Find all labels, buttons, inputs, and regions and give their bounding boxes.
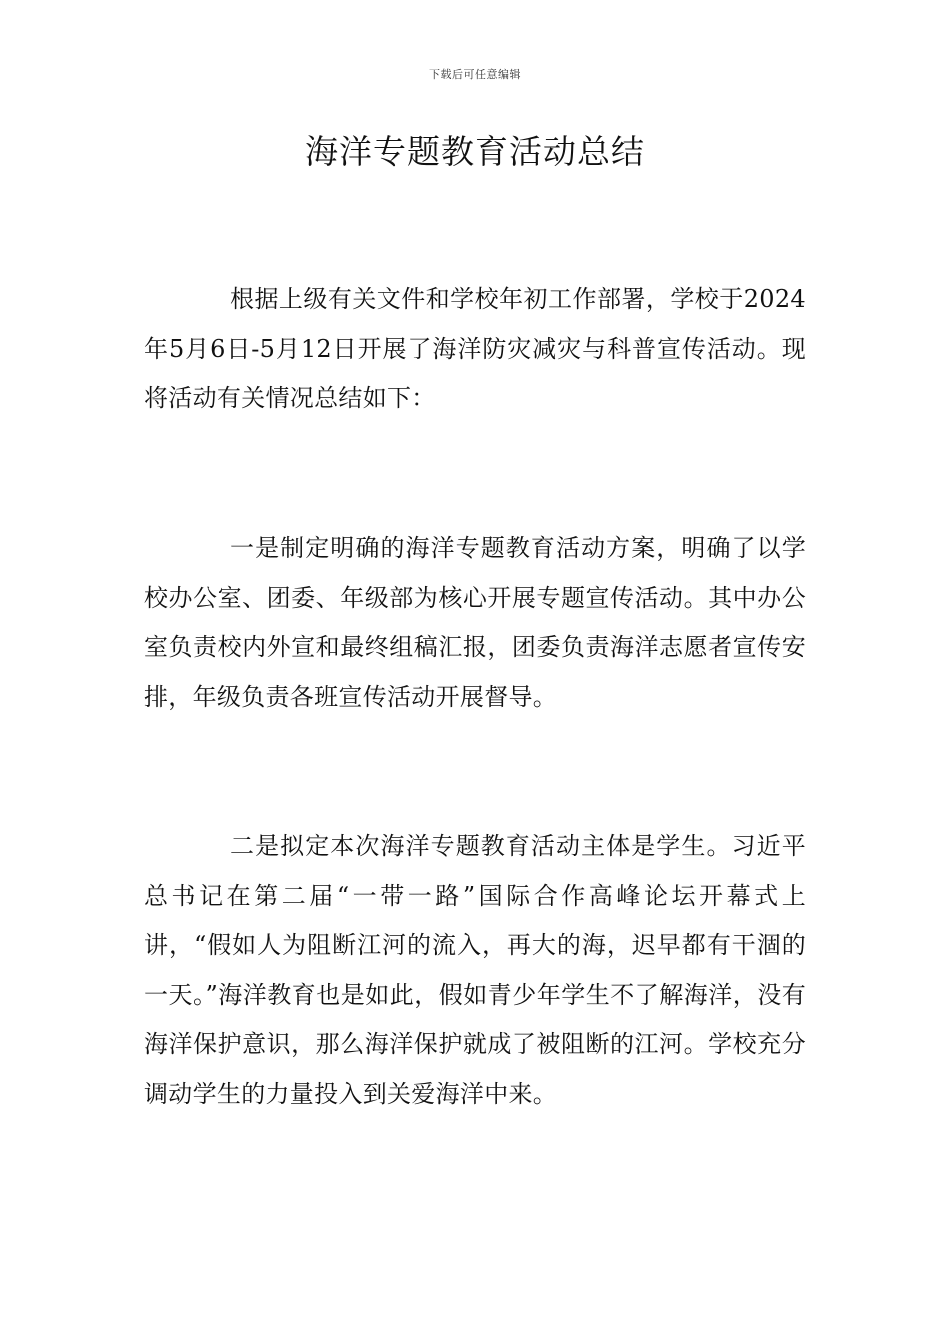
paragraph-plan: 一是制定明确的海洋专题教育活动方案，明确了以学校办公室、团委、年级部为核心开展专题宣传活动。其中办公室负责校内外宣和最终组稿汇报，团委负责海洋志愿者宣传安排，年级负责各班宣传活动开展督导。 [144,534,806,711]
document-title: 海洋专题教育活动总结 [305,132,645,171]
paragraph-subject: 二是拟定本次海洋专题教育活动主体是学生。习近平总书记在第二届“一带一路”国际合作高峰论坛开幕式上讲，“假如人为阻断江河的流入，再大的海，迟早都有干涸的一天。”海洋教育也是如此，假如青少年学生不了解海洋，没有海洋保护意识，那么海洋保护就成了被阻断的江河。学校充分调动学生的力量投入到关爱海洋中来。 [144,832,806,1108]
header-note: 下载后可任意编辑 [429,68,521,81]
paragraph-intro: 根据上级有关文件和学校年初工作部署，学校于2024年5月6日-5月12日开展了海洋防灾减灾与科普宣传活动。现将活动有关情况总结如下： [144,285,806,412]
